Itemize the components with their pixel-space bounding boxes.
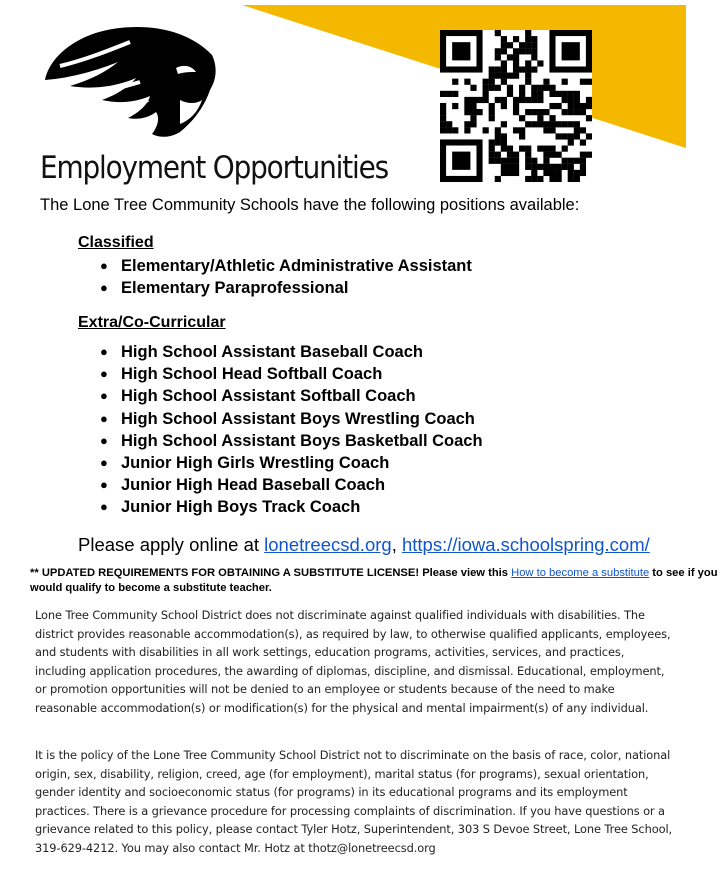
list-item: ● High School Assistant Boys Wrestling Coach: [100, 408, 483, 430]
how-to-become-substitute-link[interactable]: How to become a substitute: [511, 567, 650, 579]
list-item: ● High School Assistant Baseball Coach: [100, 341, 483, 363]
substitute-notice: [30, 566, 720, 596]
apply-separator: ,: [391, 534, 402, 555]
extra-curricular-positions-list: [100, 341, 483, 519]
lonetreecsd-link[interactable]: lonetreecsd.org: [264, 534, 392, 555]
schoolspring-link[interactable]: https://iowa.schoolspring.com/: [401, 534, 650, 555]
intro-text: The Lone Tree Community Schools have the following positions available:: [40, 196, 580, 214]
section-heading-extra-curricular: Extra/Co-Curricular: [78, 314, 226, 331]
section-heading-classified: Classified: [78, 234, 154, 251]
list-item: ● Elementary Paraprofessional: [100, 277, 472, 299]
list-item: ● Elementary/Athletic Administrative Assistant: [100, 255, 472, 277]
substitute-notice-text-after: to see if you would qualify to become a substitute teacher.: [30, 567, 718, 594]
list-item: ● High School Assistant Softball Coach: [100, 385, 483, 407]
apply-online-line: [78, 534, 650, 556]
qr-code-icon[interactable]: [440, 30, 592, 182]
apply-prefix: Please apply online at: [78, 534, 265, 555]
list-item: ● Junior High Girls Wrestling Coach: [100, 452, 483, 474]
list-item: ● High School Head Softball Coach: [100, 363, 483, 385]
list-item: ● Junior High Boys Track Coach: [100, 496, 483, 518]
disability-statement: Lone Tree Community School District does not discriminate against qualified individuals with disabilities. The district provides reasonable accommodation(s), as required by law, to otherwise qualified applicants, employees, and students with disabilities in all work settings, education programs, activities, services, and practices, including application procedures, the awarding of diplomas, discipline, and dismissal. Educational, employment, or promotion opportunities will not be denied to an employee or students because of the need to make reasonable accommodation(s) or modification(s) for the physical and mental impairment(s) of any individual.: [35, 608, 671, 715]
substitute-notice-text: ** UPDATED REQUIREMENTS FOR OBTAINING A SUBSTITUTE LICENSE! Please view this: [30, 567, 512, 579]
list-item: ● High School Assistant Boys Basketball Coach: [100, 430, 483, 452]
list-item: ● Junior High Head Baseball Coach: [100, 474, 483, 496]
lion-head-logo-icon: [40, 20, 220, 150]
page-title: Employment Opportunities: [40, 150, 388, 186]
nondiscrimination-policy: It is the policy of the Lone Tree Community School District not to discriminate on the basis of race, color, national origin, sex, disability, religion, creed, age (for employment), marital status (for programs), sexual orientation, gender identity and socioeconomic status (for programs) in its educational programs and its employment practices. There is a grievance procedure for processing complaints of discrimination. If you have questions or a grievance related to this policy, please contact Tyler Hotz, Superintendent, 303 S Devoe Street, Lone Tree School, 319-629-4212. You may also contact Mr. Hotz at thotz@lonetreecsd.org: [35, 748, 673, 855]
classified-positions-list: [100, 255, 472, 299]
